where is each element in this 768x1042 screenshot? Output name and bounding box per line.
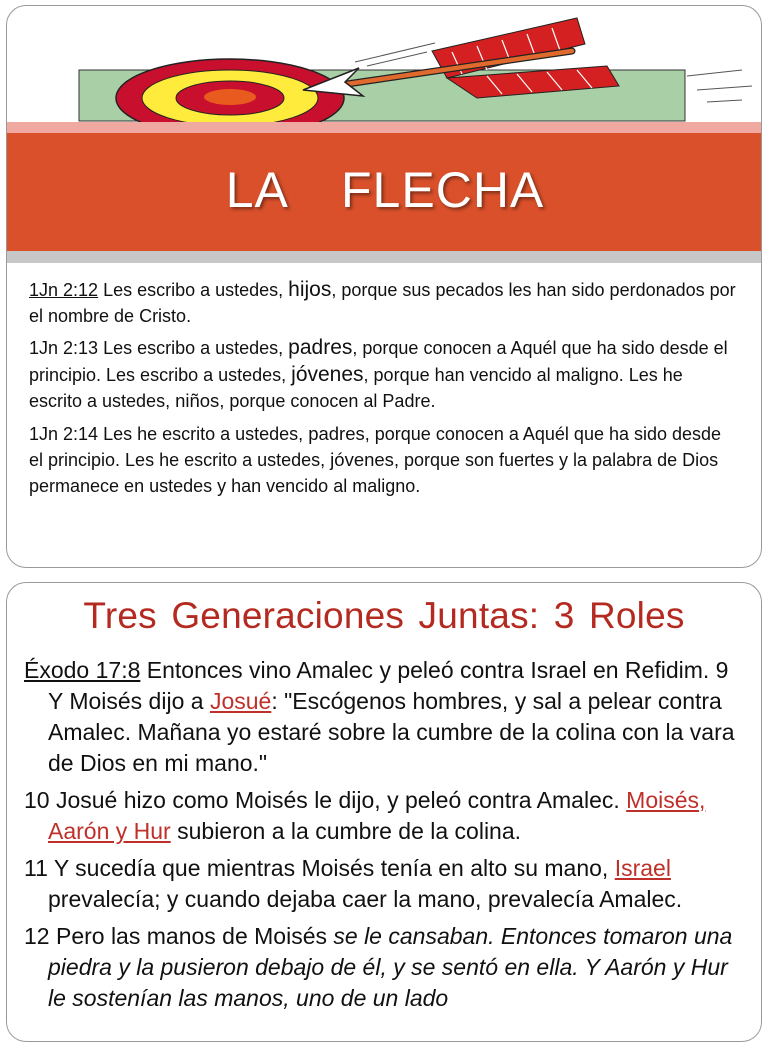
name-josue: Josué xyxy=(209,688,272,714)
keyword-ninos: niños xyxy=(175,390,220,411)
verse-text: 12 Pero las manos de Moisés xyxy=(24,923,334,949)
verse-text: , porque conocen al Padre. xyxy=(219,391,436,411)
keyword-padres: padres xyxy=(288,336,353,359)
verse-text: prevalecía; y cuando dejaba caer la mano, prevalecía Amalec. xyxy=(48,886,683,912)
verses-block xyxy=(29,277,739,505)
keyword-hijos: hijos xyxy=(288,278,332,301)
paragraph-exodo-17-8 xyxy=(24,655,749,779)
slide-tres-generaciones xyxy=(6,582,762,1042)
verse-1jn-2-13 xyxy=(29,335,739,415)
verse-text: : "Escógenos hombres, y sal a pelear contra Amalec. Mañana yo estaré sobre la cumbre de la colina con la vara de Dios en mi mano." xyxy=(48,688,735,776)
verse-text: 10 Josué hizo como Moisés le dijo, y peleó contra Amalec. xyxy=(24,787,627,813)
verse-ref: Éxodo 17:8 xyxy=(24,657,141,683)
verse-ref: 1Jn 2:13 xyxy=(29,338,99,358)
verse-1jn-2-12 xyxy=(29,277,739,329)
verse-text: , porque conocen a Aquél que ha sido desde el principio. Les escribo a ustedes, xyxy=(29,338,728,385)
paragraph-verse-10 xyxy=(24,785,749,847)
title-band xyxy=(7,133,762,251)
verse-text-italic: se le cansaban. Entonces tomaron una piedra y la pusieron debajo de él, y se sentó en ella. Y Aarón y Hur le sostenían las manos, uno de un lado xyxy=(48,923,733,1011)
verse-ref: 1Jn 2:12 xyxy=(29,280,99,300)
target-arrow-illustration xyxy=(7,6,762,136)
slide-la-flecha xyxy=(6,5,762,568)
keyword-padres: padres xyxy=(308,422,365,444)
keyword-jovenes: jóvenes xyxy=(330,449,394,470)
verse-text: Les escribo a ustedes, xyxy=(98,280,289,300)
paragraph-verse-12 xyxy=(24,921,749,1014)
verse-text: , porque conocen a Aquél que ha sido desde el principio. Les he escrito a ustedes, xyxy=(29,423,722,470)
title-word-2: FLECHA xyxy=(341,162,545,218)
verse-text: subieron a la cumbre de la colina. xyxy=(170,818,522,844)
pink-strip xyxy=(7,122,762,133)
exodus-passage xyxy=(24,655,749,1020)
verse-text: , porque sus pecados les han sido perdonados por el nombre de Cristo. xyxy=(29,280,736,326)
slide-title xyxy=(7,161,762,219)
verse-text: , porque han vencido al maligno. Les he escrito a ustedes, xyxy=(29,364,683,411)
names-moises-aaron-hur: Moisés, Aarón y Hur xyxy=(48,787,706,844)
gray-strip xyxy=(7,251,762,263)
verse-text: 11 Y sucedía que mientras Moisés tenía en alto su mano, xyxy=(24,855,615,881)
title-word-1: LA xyxy=(225,162,287,218)
paragraph-verse-11 xyxy=(24,853,749,915)
name-israel: Israel xyxy=(614,855,671,881)
slide-title: Tres Generaciones Juntas: 3 Roles xyxy=(83,595,685,636)
verse-ref: 1Jn 2:14 xyxy=(29,423,99,444)
verse-text: , porque son fuertes y la palabra de Dios permanece en ustedes y han vencido al maligno. xyxy=(29,450,719,496)
verse-1jn-2-14 xyxy=(29,421,739,500)
arrow-icon xyxy=(303,18,619,98)
verse-text: Les escribo a ustedes, xyxy=(98,338,289,358)
keyword-jovenes: jóvenes xyxy=(291,362,364,386)
verse-text: Entonces vino Amalec y peleó contra Israel en Refidim. 9 Y Moisés dijo a xyxy=(48,657,729,714)
verse-text: Les he escrito a ustedes, xyxy=(98,423,309,444)
